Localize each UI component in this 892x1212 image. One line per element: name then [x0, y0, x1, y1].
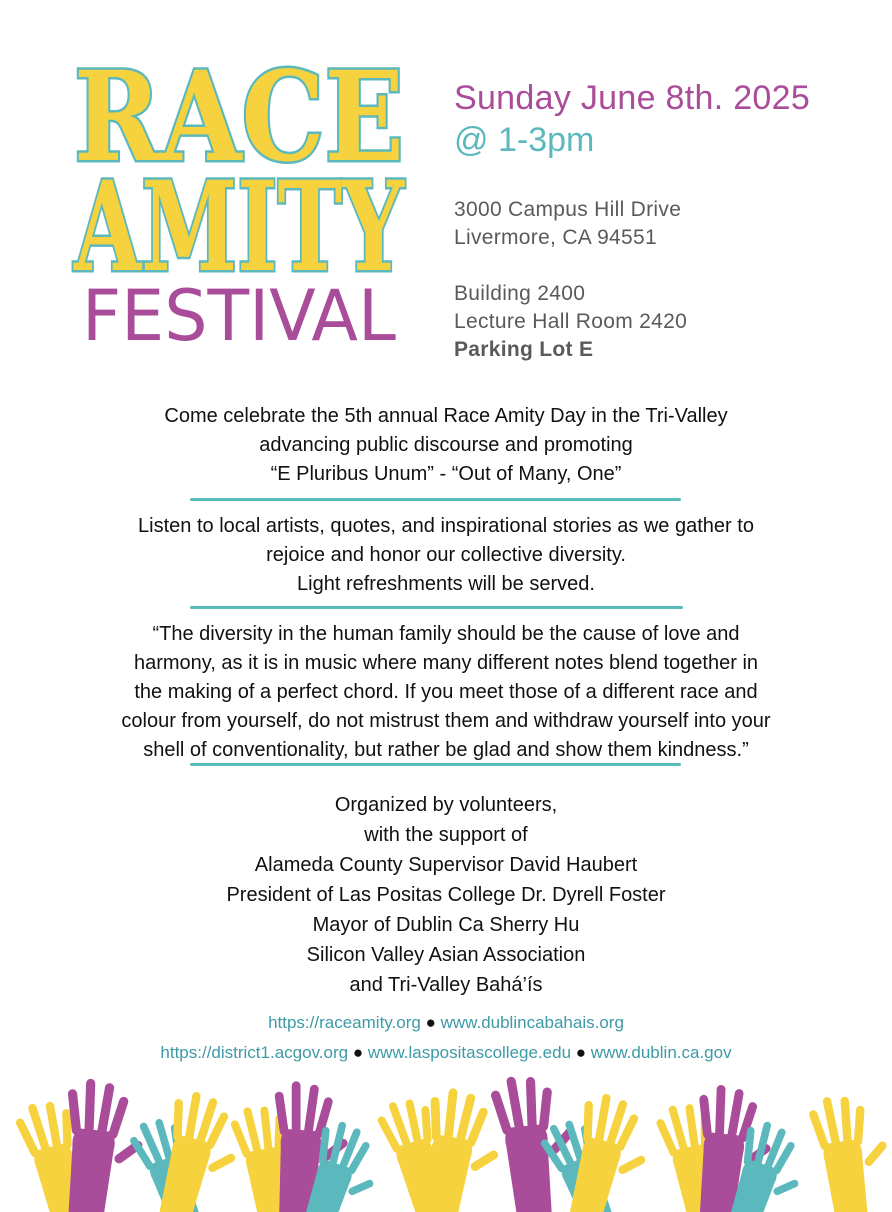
quote-line: colour from yourself, do not mistrust them and withdraw yourself into your [121, 710, 771, 732]
parking: Parking Lot E [454, 338, 594, 361]
race-amity-festival-logo [64, 50, 414, 362]
quote-line: “The diversity in the human family should be the cause of love and [152, 623, 740, 645]
organizer-line: Organized by volunteers, [334, 794, 558, 816]
organizer-line: President of Las Positas College Dr. Dyrell Foster [226, 884, 666, 906]
logo-amity: AMITY [73, 155, 406, 300]
details-line: rejoice and honor our collective diversity. [266, 544, 626, 566]
details-text [20, 512, 872, 599]
details-line: Listen to local artists, quotes, and inspirational stories as we gather to [138, 515, 754, 537]
intro-line: “E Pluribus Unum” - “Out of Many, One” [270, 463, 622, 485]
building: Building 2400 [454, 282, 586, 305]
address-city: Livermore, CA 94551 [454, 226, 657, 249]
quote-text [20, 620, 872, 765]
separator-dot: ● [575, 1043, 587, 1062]
link-dublincabahais[interactable]: www.dublincabahais.org [440, 1013, 624, 1032]
separator-dot: ● [352, 1043, 364, 1062]
links-row-1 [0, 1012, 892, 1034]
separator-dot: ● [425, 1013, 436, 1032]
organizer-line: and Tri-Valley Bahá’ís [349, 974, 543, 996]
event-time: @ 1-3pm [454, 121, 595, 159]
quote-line: the making of a perfect chord. If you meet those of a different race and [134, 681, 758, 703]
intro-text [20, 402, 872, 489]
intro-line: Come celebrate the 5th annual Race Amity Day in the Tri-Valley [164, 405, 728, 427]
intro-line: advancing public discourse and promoting [259, 434, 633, 456]
organizer-line: with the support of [364, 824, 528, 846]
logo-race: RACE [74, 50, 404, 190]
quote-line: shell of conventionality, but rather be glad and show them kindness.” [143, 739, 749, 761]
raised-hands-illustration [0, 1068, 892, 1212]
hand-icon [806, 1089, 892, 1212]
quote-line: harmony, as it is in music where many different notes blend together in [133, 652, 759, 674]
links-row-2 [0, 1042, 892, 1064]
details-line: Light refreshments will be served. [297, 573, 595, 595]
divider [190, 606, 683, 609]
organizers [20, 790, 872, 1000]
divider [190, 498, 681, 501]
link-district1[interactable]: https://district1.acgov.org [160, 1043, 349, 1062]
link-raceamity[interactable]: https://raceamity.org [268, 1013, 421, 1032]
organizer-line: Silicon Valley Asian Association [306, 944, 586, 966]
address-street: 3000 Campus Hill Drive [454, 198, 682, 221]
link-laspositas[interactable]: www.laspositascollege.edu [367, 1043, 572, 1062]
hands-group [12, 1070, 892, 1212]
organizer-line: Alameda County Supervisor David Haubert [254, 854, 638, 876]
event-date: Sunday June 8th. 2025 [454, 79, 811, 117]
organizer-line: Mayor of Dublin Ca Sherry Hu [312, 914, 580, 936]
event-info [454, 78, 884, 364]
logo-festival: FESTIVAL [82, 275, 396, 357]
link-dublin[interactable]: www.dublin.ca.gov [590, 1043, 732, 1062]
room: Lecture Hall Room 2420 [454, 310, 688, 333]
divider [190, 763, 681, 766]
